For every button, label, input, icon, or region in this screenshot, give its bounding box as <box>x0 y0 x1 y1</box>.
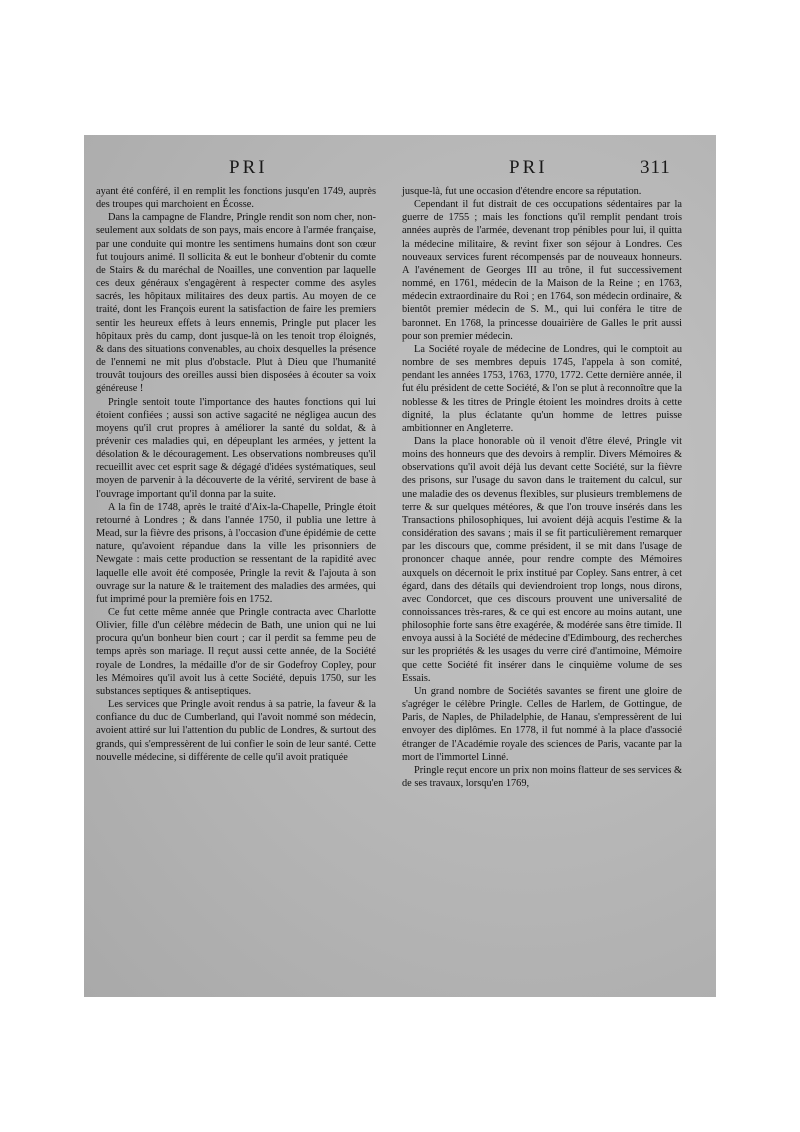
left-column <box>96 185 376 764</box>
paragraph: Ce fut cette même année que Pringle contracta avec Charlotte Olivier, fille d'un célèbre médecin de Bath, une union qui ne lui procura qu'un bonheur bien court ; car il perdit sa femme peu de temps après son mariage. Il reçut aussi cette année, de la Société royale de Londres, la médaille d'or de sir Godefroy Copley, pour les Mémoires qu'il avoit lus à cette Société, depuis 1750, sur les substances septiques & antiseptiques. <box>96 607 376 697</box>
paragraph: Pringle sentoit toute l'importance des hautes fonctions qui lui étoient confiées ; aussi son active sagacité ne négligea aucun des moyens qu'il crut propres à améliorer la santé du soldat, & à prévenir ces maladies qui, en dépeuplant les armées, y jettent la désolation & le découragement. Les observations nombreuses qu'il recueillit avec cet esprit sage & dégagé d'idées systématiques, seul moyen de parvenir à la découverte de la vérité, servirent de base à l'ouvrage important qu'il donna par la suite. <box>96 396 376 500</box>
page-number: 311 <box>640 157 671 178</box>
running-head-right: PRI <box>509 157 548 178</box>
paragraph: Cependant il fut distrait de ces occupations sédentaires par la guerre de 1755 ; mais les fonctions qu'il remplit pendant trois années auprès de l'armée, devenant trop pénibles pour lui, il quitta la médecine militaire, & revint fixer son séjour à Londres. Ces nouveaux services furent récompensés par de nouveaux honneurs. A l'avénement de Georges III au trône, il fut successivement nommé, en 1761, médecin de la Maison de la Reine ; en 1763, médecin extraordinaire du Roi ; en 1764, son médecin ordinaire, & bientôt premier médecin de S. M., qui lui conféra le titre de baronnet. En 1768, la princesse douairière de Galles le prit aussi pour son premier médecin. <box>402 199 682 342</box>
paragraph: Pringle reçut encore un prix non moins flatteur de ses services & de ses travaux, lorsqu'en 1769, <box>402 764 682 790</box>
paragraph: Les services que Pringle avoit rendus à sa patrie, la faveur & la confiance du duc de Cumberland, qui l'avoit nommé son médecin, avoient attiré sur lui l'attention du public de Londres, & surtout des grands, qui s'empressèrent de lui confier le soin de leur santé. Cette nouvelle médecine, si différente de celle qu'il avoit pratiquée <box>96 699 376 763</box>
paragraph: Dans la place honorable où il venoit d'être élevé, Pringle vit moins des honneurs que des devoirs à remplir. Divers Mémoires & observations qu'il avoit déjà lus devant cette Société, sur la fièvre des prisons, sur l'usage du savon dans le traitement du calcul, sur une maladie des os devenus flexibles, sur plusieurs tremblemens de terre & sur quelques météores, & que l'on trouve insérés dans les Transactions philosophiques, lui avoient déjà acquis l'estime & la considération des savans ; mais il se fit particulièrement remarquer par les discours que, comme président, il se mit dans l'usage de prononcer chaque année, pour rendre compte des Mémoires auxquels on décernoit le prix institué par Copley. Sans entrer, à cet égard, dans des détails qui deviendroient trop longs, nous dirons, avec Condorcet, que ces discours prouvent une universalité de connoissances très-rares, & ce qui est encore au moins autant, une philosophie forte sans être exagérée, & modérée sans être timide. Il envoya aussi à la Société de médecine d'Edimbourg, des recherches sur les propriétés & les usages du verre ciré d'antimoine, Mémoire que cette Société fit insérer dans le cinquième volume de ses Essais. <box>402 435 682 684</box>
right-column <box>402 185 682 790</box>
running-head-left: PRI <box>229 157 268 178</box>
paragraph: jusque-là, fut une occasion d'étendre encore sa réputation. <box>402 186 642 197</box>
running-head <box>84 157 716 187</box>
paragraph: Un grand nombre de Sociétés savantes se firent une gloire de s'agréger le célèbre Pringle. Celles de Harlem, de Gottingue, de Paris, de Naples, de Philadelphie, de Hanau, s'empressèrent de lui envoyer des diplômes. En 1778, il fut nommé à la place d'associé étranger de l'Académie royale des sciences de Paris, vacante par la mort de l'immortel Linné. <box>402 685 682 763</box>
paragraph: A la fin de 1748, après le traité d'Aix-la-Chapelle, Pringle étoit retourné à Londres ; & dans l'année 1750, il publia une lettre à Mead, sur la fièvre des prisons, à l'occasion d'une épidémie de cette nature, qu'avoient répandue dans la ville les prisonniers de Newgate : mais cette production se ressentant de la rapidité avec laquelle elle avoit été composée, Pringle la revit & l'ajouta à son ouvrage sur la nature & le traitement des maladies des armées, qui fut imprimé pour la première fois en 1752. <box>96 501 376 605</box>
paragraph: La Société royale de médecine de Londres, qui le comptoit au nombre de ses membres depuis 1745, l'appela à son comité, pendant les années 1753, 1763, 1770, 1772. Cette dernière année, il fut élu président de cette Société, & l'on se plut à reconnoître que la noblesse & les titres de Pringle étoient les moindres droits à cette dignité, la plus éclatante qu'un homme de lettres puisse ambitionner en Angleterre. <box>402 343 682 434</box>
scanned-page <box>84 135 716 997</box>
paragraph: ayant été conféré, il en remplit les fonctions jusqu'en 1749, auprès des troupes qui marchoient en Écosse. <box>96 186 376 211</box>
paragraph: Dans la campagne de Flandre, Pringle rendit son nom cher, non-seulement aux soldats de son pays, mais encore à l'armée française, par une conduite qui montre les sentimens humains dont son cœur fut toujours animé. Il sollicita & eut le bonheur d'obtenir du comte de Stairs & du maréchal de Noailles, une convention par laquelle ces deux généraux s'engagèrent à respecter comme des asyles sacrés, les hôpitaux militaires des deux partis. Au moyen de ce traité, dont les François eurent la satisfaction de faire les premiers sentir les heureux effets à leurs ennemis, Pringle put placer les hôpitaux près du camp, dont jusque-là on les tenoit trop éloignés, & dans des situations convenables, au choix desquelles la présence de l'ennemi ne mit plus d'obstacle. Plut à Dieu que l'humanité trouvât toujours des oreilles aussi bien disposées à écouter sa voix généreuse ! <box>96 212 376 395</box>
